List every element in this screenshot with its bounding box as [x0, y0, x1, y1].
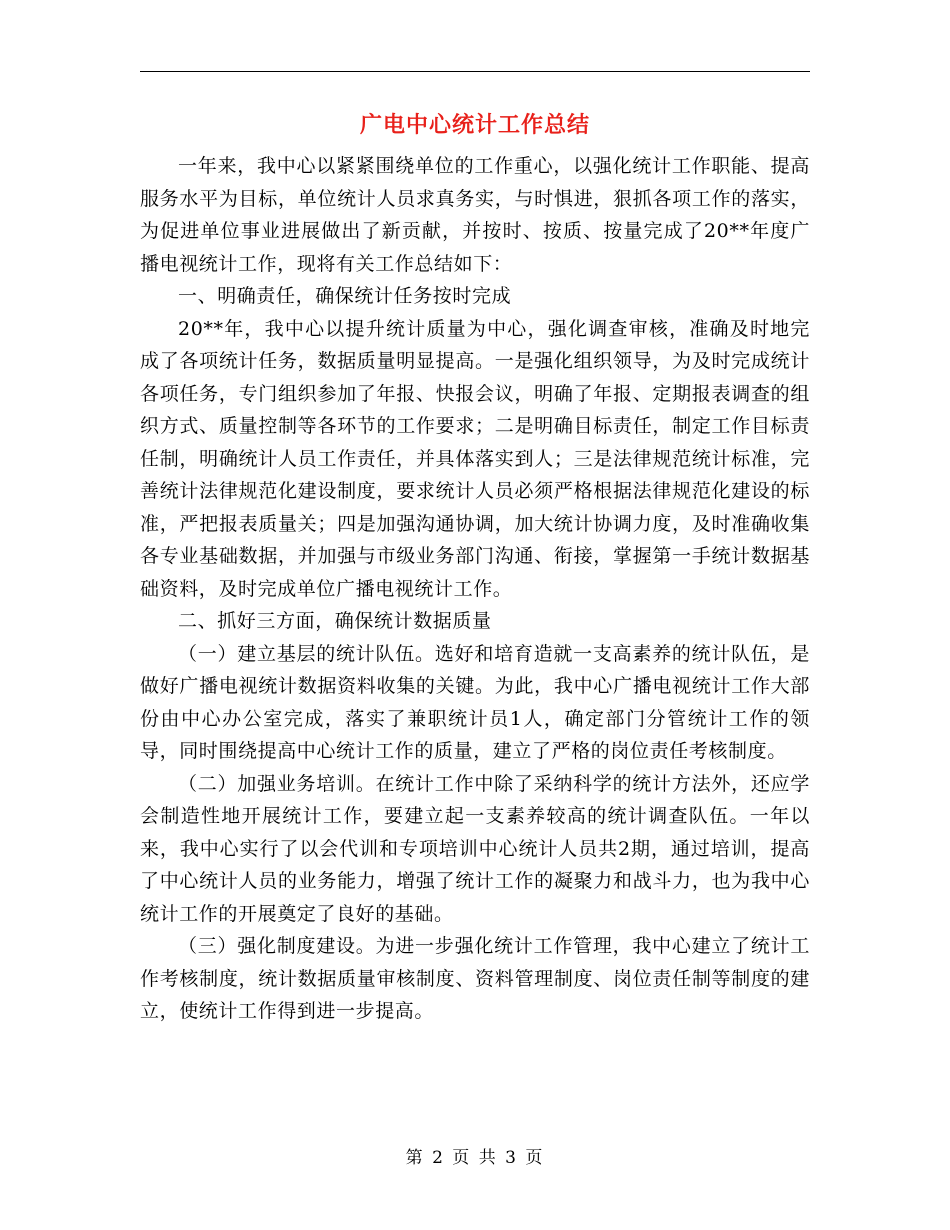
page-number-footer: 第 2 页 共 3 页	[405, 1148, 545, 1168]
section-heading-2: 二、抓好三方面，确保统计数据质量	[178, 610, 492, 632]
header-rule	[140, 71, 810, 72]
subsection-3-paragraph: （三）强化制度建设。为进一步强化统计工作管理，我中心建立了统计工作考核制度，统计数据质量审核制度、资料管理制度、岗位责任制等制度的建立，使统计工作得到进一步提高。	[140, 935, 810, 1022]
subsection-1-paragraph: （一）建立基层的统计队伍。选好和培育造就一支高素养的统计队伍，是做好广播电视统计数据资料收集的关键。为此，我中心广播电视统计工作大部份由中心办公室完成，落实了兼职统计员1人，确定部门分管统计工作的领导，同时围绕提高中心统计工作的质量，建立了严格的岗位责任考核制度。	[140, 642, 810, 762]
section-1-paragraph: 20**年，我中心以提升统计质量为中心，强化调查审核，准确及时地完成了各项统计任务，数据质量明显提高。一是强化组织领导，为及时完成统计各项任务，专门组织参加了年报、快报会议，明确了年报、定期报表调查的组织方式、质量控制等各环节的工作要求；二是明确目标责任，制定工作目标责任制，明确统计人员工作责任，并具体落实到人；三是法律规范统计标准，完善统计法律规范化建设制度，要求统计人员必须严格根据法律规范化建设的标准，严把报表质量关；四是加强沟通协调，加大统计协调力度，及时准确收集各专业基础数据，并加强与市级业务部门沟通、衔接，掌握第一手统计数据基础资料，及时完成单位广播电视统计工作。	[140, 317, 810, 600]
section-heading-1: 一、明确责任，确保统计任务按时完成	[178, 285, 512, 307]
document-title: 广电中心统计工作总结	[359, 112, 590, 138]
subsection-2-paragraph: （二）加强业务培训。在统计工作中除了采纳科学的统计方法外，还应学会制造性地开展统计工作，要建立起一支素养较高的统计调查队伍。一年以来，我中心实行了以会代训和专项培训中心统计人员共2期，通过培训，提高了中心统计人员的业务能力，增强了统计工作的凝聚力和战斗力，也为我中心统计工作的开展奠定了良好的基础。	[140, 772, 810, 925]
intro-paragraph: 一年来，我中心以紧紧围绕单位的工作重心，以强化统计工作职能、提高服务水平为目标，单位统计人员求真务实，与时惧进，狠抓各项工作的落实，为促进单位事业进展做出了新贡献，并按时、按质、按量完成了20**年度广播电视统计工作，现将有关工作总结如下：	[140, 155, 810, 275]
document-body	[140, 150, 810, 1028]
